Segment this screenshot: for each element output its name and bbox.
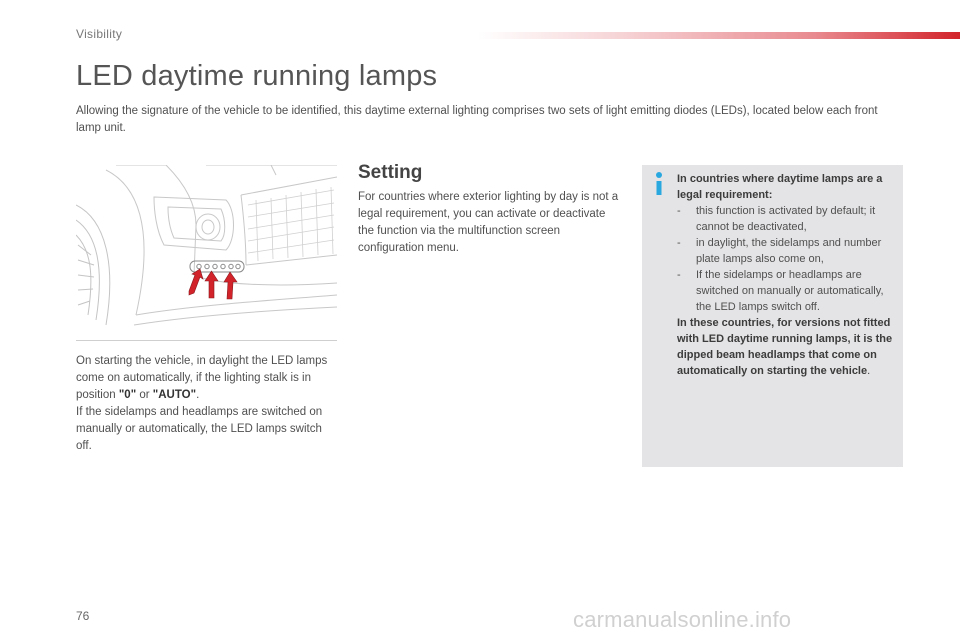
bullet-dash: -: [677, 237, 681, 249]
info-item-text: in daylight, the sidelamps and number plate lamps also come on,: [696, 237, 882, 265]
info-list: [677, 203, 899, 315]
arrow-right: [224, 272, 237, 299]
bullet-dash: -: [677, 269, 681, 281]
starting-vehicle-paragraph: [76, 353, 336, 455]
watermark: carmanualsonline.info: [573, 607, 792, 632]
section-label: Visibility: [76, 27, 123, 41]
grille-pattern: [248, 187, 334, 261]
led-auto-text: On starting the vehicle, in daylight the LED lamps come on automatically, if the lighting stalk is in position: [76, 355, 328, 401]
front-bumper-illustration: [76, 165, 337, 341]
wheel-drawing: [76, 205, 110, 325]
info-note-text: In these countries, for versions not fitted with LED daytime running lamps, it is the dipped beam headlamps that come on automatically on starting the vehicle: [677, 317, 893, 377]
setting-paragraph: For countries where exterior lighting by day is not a legal requirement, you can activate or deactivate the function via the multifunction screen configuration menu.: [358, 191, 619, 254]
info-note-period: .: [867, 365, 871, 377]
sidelamps-paragraph: If the sidelamps and headlamps are switched on manually or automatically, the LED lamps switch off.: [76, 406, 323, 452]
info-box: [642, 165, 903, 467]
or-text: or: [136, 389, 153, 401]
setting-heading: Setting: [358, 162, 423, 183]
info-icon: [652, 171, 666, 197]
position-auto-label: "AUTO": [152, 389, 197, 401]
period-text: .: [196, 389, 200, 401]
page-number: 76: [76, 609, 90, 623]
arrow-left: [189, 269, 203, 295]
info-heading: In countries where daytime lamps are a legal requirement:: [677, 173, 883, 201]
info-item-text: If the sidelamps or headlamps are switched on manually or automatically, the LED lamps switch off.: [696, 269, 884, 313]
bullet-dash: -: [677, 205, 681, 217]
arrow-middle: [205, 271, 218, 298]
info-list-item: [677, 235, 899, 267]
info-list-item: [677, 267, 899, 315]
info-item-text: this function is activated by default; it cannot be deactivated,: [696, 205, 876, 233]
red-arrows: [189, 269, 237, 299]
header-accent-bar: [478, 32, 960, 39]
info-list-item: [677, 203, 899, 235]
info-note: [677, 315, 899, 379]
position-0-label: "0": [118, 389, 137, 401]
info-content: [677, 171, 899, 379]
intro-paragraph: Allowing the signature of the vehicle to be identified, this daytime external lighting comprises two sets of light emitting diodes (LEDs), located below each front lamp unit.: [76, 105, 878, 134]
page-title: LED daytime running lamps: [76, 60, 438, 92]
